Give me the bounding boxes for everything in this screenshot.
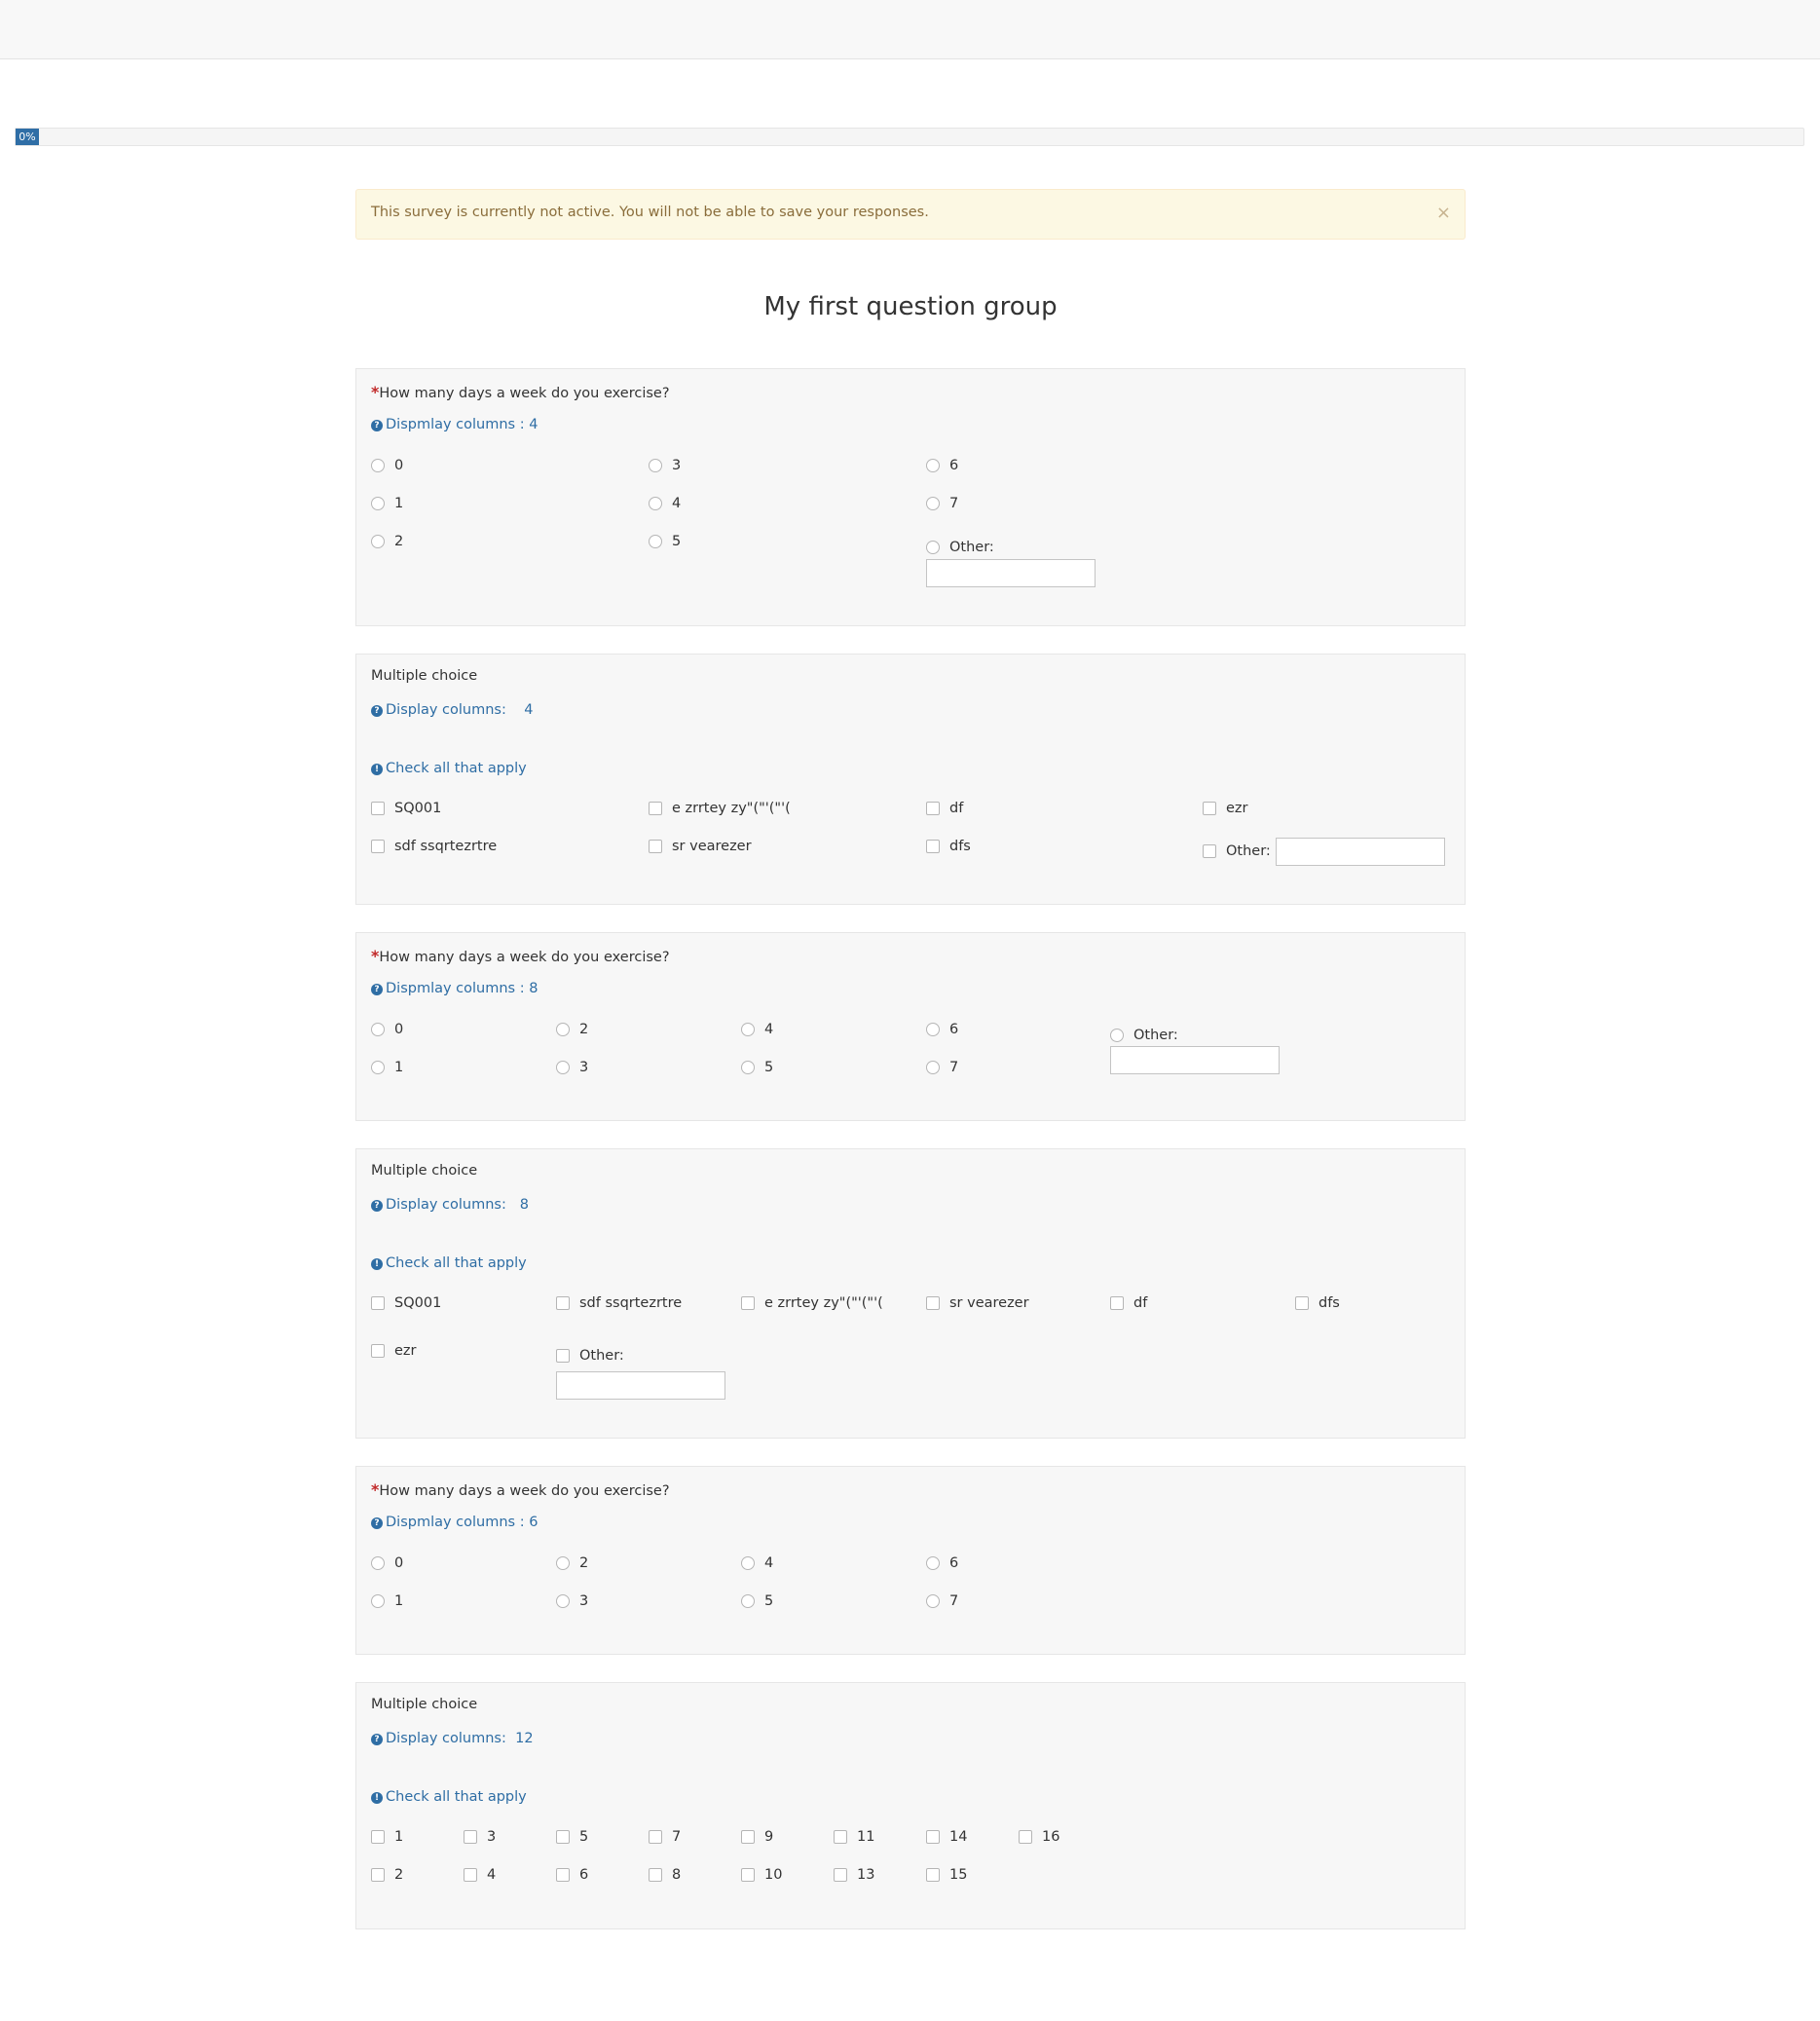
- question-icon: ?: [371, 420, 383, 431]
- checkbox[interactable]: [741, 1868, 755, 1882]
- question-text: Multiple choice: [371, 668, 478, 684]
- question-text: How many days a week do you exercise?: [379, 950, 670, 965]
- progress-label: 0%: [16, 129, 39, 145]
- checkbox-option[interactable]: SQ001: [371, 1293, 441, 1313]
- question-text: How many days a week do you exercise?: [379, 1483, 670, 1499]
- checkbox[interactable]: [1110, 1296, 1124, 1310]
- alert-message: This survey is currently not active. You will not be able to save your responses.: [371, 205, 929, 220]
- question-help: ? Dispmlay columns : 8: [371, 981, 538, 996]
- radio-option[interactable]: 5: [741, 1058, 773, 1077]
- radio-option[interactable]: 0: [371, 456, 403, 475]
- checkbox-option[interactable]: 1: [371, 1827, 403, 1847]
- checkbox-option[interactable]: dfs: [926, 837, 971, 856]
- radio-option[interactable]: 6: [926, 1553, 958, 1573]
- required-mark: *: [371, 1480, 380, 1499]
- radio-option[interactable]: 6: [926, 1020, 958, 1039]
- radio-option[interactable]: 5: [741, 1591, 773, 1611]
- question-exercise-4col: [355, 368, 1466, 626]
- checkbox-option[interactable]: 2: [371, 1865, 403, 1885]
- question-help: ? Display columns: 8: [371, 1197, 529, 1213]
- page-title: My first question group: [763, 292, 1058, 321]
- radio-button[interactable]: [741, 1061, 755, 1074]
- checkbox-option[interactable]: sdf ssqrtezrtre: [371, 837, 497, 856]
- checkbox[interactable]: [926, 1830, 940, 1844]
- progress-bar: [15, 128, 1804, 146]
- radio-option[interactable]: 2: [371, 532, 403, 551]
- question-exercise-6col: [355, 1466, 1466, 1655]
- radio-option[interactable]: 1: [371, 494, 403, 513]
- checkbox-option[interactable]: sr vearezer: [649, 837, 752, 856]
- question-text: Multiple choice: [371, 1163, 478, 1179]
- checkbox[interactable]: [464, 1830, 477, 1844]
- checkbox[interactable]: [741, 1296, 755, 1310]
- question-help: ? Display columns: 12: [371, 1731, 534, 1746]
- checkbox[interactable]: [926, 1296, 940, 1310]
- checkbox[interactable]: [926, 802, 940, 815]
- other-text-input[interactable]: [556, 1371, 725, 1400]
- checkbox-option[interactable]: 10: [741, 1865, 782, 1885]
- checkbox[interactable]: [649, 802, 662, 815]
- radio-button[interactable]: [926, 1023, 940, 1036]
- info-icon: !: [371, 1792, 383, 1804]
- radio-button[interactable]: [556, 1594, 570, 1608]
- radio-button[interactable]: [371, 1556, 385, 1570]
- radio-button[interactable]: [371, 1023, 385, 1036]
- radio-option[interactable]: 3: [649, 456, 681, 475]
- radio-button[interactable]: [926, 1061, 940, 1074]
- checkbox[interactable]: [1019, 1830, 1032, 1844]
- checkbox-option[interactable]: 6: [556, 1865, 588, 1885]
- checkbox[interactable]: [926, 840, 940, 853]
- question-multiple-choice-4col: [355, 654, 1466, 905]
- checkbox[interactable]: [1203, 844, 1216, 858]
- checkbox-option[interactable]: 8: [649, 1865, 681, 1885]
- question-hint: ! Check all that apply: [371, 1789, 527, 1805]
- checkbox-option[interactable]: 13: [834, 1865, 874, 1885]
- checkbox[interactable]: [464, 1868, 477, 1882]
- radio-option[interactable]: 5: [649, 532, 681, 551]
- checkbox[interactable]: [371, 1830, 385, 1844]
- radio-button[interactable]: [371, 535, 385, 548]
- radio-button[interactable]: [649, 497, 662, 510]
- checkbox-option[interactable]: 15: [926, 1865, 967, 1885]
- radio-button[interactable]: [926, 497, 940, 510]
- other-text-input[interactable]: [926, 559, 1096, 587]
- top-navbar: [0, 0, 1820, 59]
- radio-button[interactable]: [649, 459, 662, 472]
- other-text-input[interactable]: [1110, 1046, 1280, 1074]
- question-icon: ?: [371, 705, 383, 717]
- checkbox-option[interactable]: 7: [649, 1827, 681, 1847]
- checkbox-option-other[interactable]: Other:: [556, 1346, 624, 1366]
- checkbox-option[interactable]: ezr: [1203, 799, 1248, 818]
- radio-button[interactable]: [556, 1061, 570, 1074]
- radio-option[interactable]: 3: [556, 1591, 588, 1611]
- radio-option[interactable]: 1: [371, 1058, 403, 1077]
- checkbox[interactable]: [1203, 802, 1216, 815]
- question-icon: ?: [371, 1517, 383, 1529]
- question-text: How many days a week do you exercise?: [379, 386, 670, 401]
- checkbox[interactable]: [834, 1830, 847, 1844]
- radio-option[interactable]: 4: [741, 1020, 773, 1039]
- radio-option[interactable]: 7: [926, 1058, 958, 1077]
- checkbox[interactable]: [834, 1868, 847, 1882]
- checkbox-option[interactable]: df: [926, 799, 963, 818]
- checkbox-option[interactable]: e zrrtey zy"("'("'(: [649, 799, 791, 818]
- radio-button[interactable]: [556, 1556, 570, 1570]
- radio-option[interactable]: 2: [556, 1020, 588, 1039]
- question-hint: ! Check all that apply: [371, 1255, 527, 1271]
- radio-option[interactable]: 2: [556, 1553, 588, 1573]
- radio-button[interactable]: [926, 1556, 940, 1570]
- checkbox-option[interactable]: e zrrtey zy"("'("'(: [741, 1293, 883, 1313]
- radio-button[interactable]: [371, 497, 385, 510]
- inactive-survey-alert: [355, 189, 1466, 240]
- radio-option[interactable]: 0: [371, 1553, 403, 1573]
- question-hint: ! Check all that apply: [371, 761, 527, 776]
- checkbox-option[interactable]: df: [1110, 1293, 1147, 1313]
- radio-option[interactable]: 4: [649, 494, 681, 513]
- radio-button[interactable]: [741, 1594, 755, 1608]
- checkbox-option[interactable]: ezr: [371, 1341, 417, 1361]
- checkbox-option[interactable]: sdf ssqrtezrtre: [556, 1293, 682, 1313]
- info-icon: !: [371, 764, 383, 775]
- checkbox[interactable]: [371, 1296, 385, 1310]
- radio-button[interactable]: [741, 1556, 755, 1570]
- checkbox[interactable]: [1295, 1296, 1309, 1310]
- question-help: ? Display columns: 4: [371, 702, 534, 718]
- radio-option[interactable]: 3: [556, 1058, 588, 1077]
- question-icon: ?: [371, 984, 383, 995]
- checkbox-option[interactable]: 11: [834, 1827, 874, 1847]
- checkbox-option[interactable]: 5: [556, 1827, 588, 1847]
- checkbox-option[interactable]: 14: [926, 1827, 967, 1847]
- checkbox[interactable]: [649, 1868, 662, 1882]
- question-text: Multiple choice: [371, 1697, 478, 1712]
- checkbox-option[interactable]: SQ001: [371, 799, 441, 818]
- checkbox[interactable]: [556, 1868, 570, 1882]
- checkbox[interactable]: [556, 1296, 570, 1310]
- checkbox-option[interactable]: 4: [464, 1865, 496, 1885]
- radio-button[interactable]: [371, 459, 385, 472]
- checkbox-option[interactable]: 9: [741, 1827, 773, 1847]
- radio-option-other[interactable]: Other:: [1110, 1026, 1178, 1045]
- radio-button[interactable]: [741, 1023, 755, 1036]
- checkbox[interactable]: [556, 1830, 570, 1844]
- checkbox[interactable]: [371, 1868, 385, 1882]
- close-icon[interactable]: ×: [1435, 203, 1451, 223]
- checkbox[interactable]: [371, 802, 385, 815]
- checkbox-option[interactable]: 16: [1019, 1827, 1059, 1847]
- radio-option-other[interactable]: Other:: [926, 538, 994, 557]
- question-help: ? Dispmlay columns : 4: [371, 417, 538, 432]
- question-multiple-choice-12col: [355, 1682, 1466, 1929]
- radio-option[interactable]: 1: [371, 1591, 403, 1611]
- info-icon: !: [371, 1258, 383, 1270]
- radio-option[interactable]: 6: [926, 456, 958, 475]
- radio-button[interactable]: [926, 459, 940, 472]
- checkbox[interactable]: [556, 1349, 570, 1363]
- radio-option[interactable]: 7: [926, 1591, 958, 1611]
- radio-button[interactable]: [371, 1061, 385, 1074]
- radio-option[interactable]: 7: [926, 494, 958, 513]
- question-icon: ?: [371, 1734, 383, 1745]
- required-mark: *: [371, 947, 380, 965]
- question-multiple-choice-8col: [355, 1148, 1466, 1439]
- checkbox[interactable]: [649, 1830, 662, 1844]
- checkbox[interactable]: [741, 1830, 755, 1844]
- radio-option[interactable]: 0: [371, 1020, 403, 1039]
- checkbox[interactable]: [649, 840, 662, 853]
- radio-button[interactable]: [926, 541, 940, 554]
- checkbox-option-other[interactable]: Other:: [1203, 842, 1271, 861]
- other-text-input[interactable]: [1276, 838, 1445, 866]
- checkbox[interactable]: [371, 1344, 385, 1358]
- checkbox[interactable]: [926, 1868, 940, 1882]
- checkbox-option[interactable]: sr vearezer: [926, 1293, 1029, 1313]
- radio-button[interactable]: [649, 535, 662, 548]
- radio-button[interactable]: [1110, 1029, 1124, 1042]
- radio-button[interactable]: [371, 1594, 385, 1608]
- radio-button[interactable]: [556, 1023, 570, 1036]
- question-exercise-8col: [355, 932, 1466, 1121]
- question-help: ? Dispmlay columns : 6: [371, 1515, 538, 1530]
- checkbox-option[interactable]: dfs: [1295, 1293, 1340, 1313]
- radio-button[interactable]: [926, 1594, 940, 1608]
- radio-option[interactable]: 4: [741, 1553, 773, 1573]
- question-icon: ?: [371, 1200, 383, 1212]
- checkbox-option[interactable]: 3: [464, 1827, 496, 1847]
- required-mark: *: [371, 383, 380, 401]
- checkbox[interactable]: [371, 840, 385, 853]
